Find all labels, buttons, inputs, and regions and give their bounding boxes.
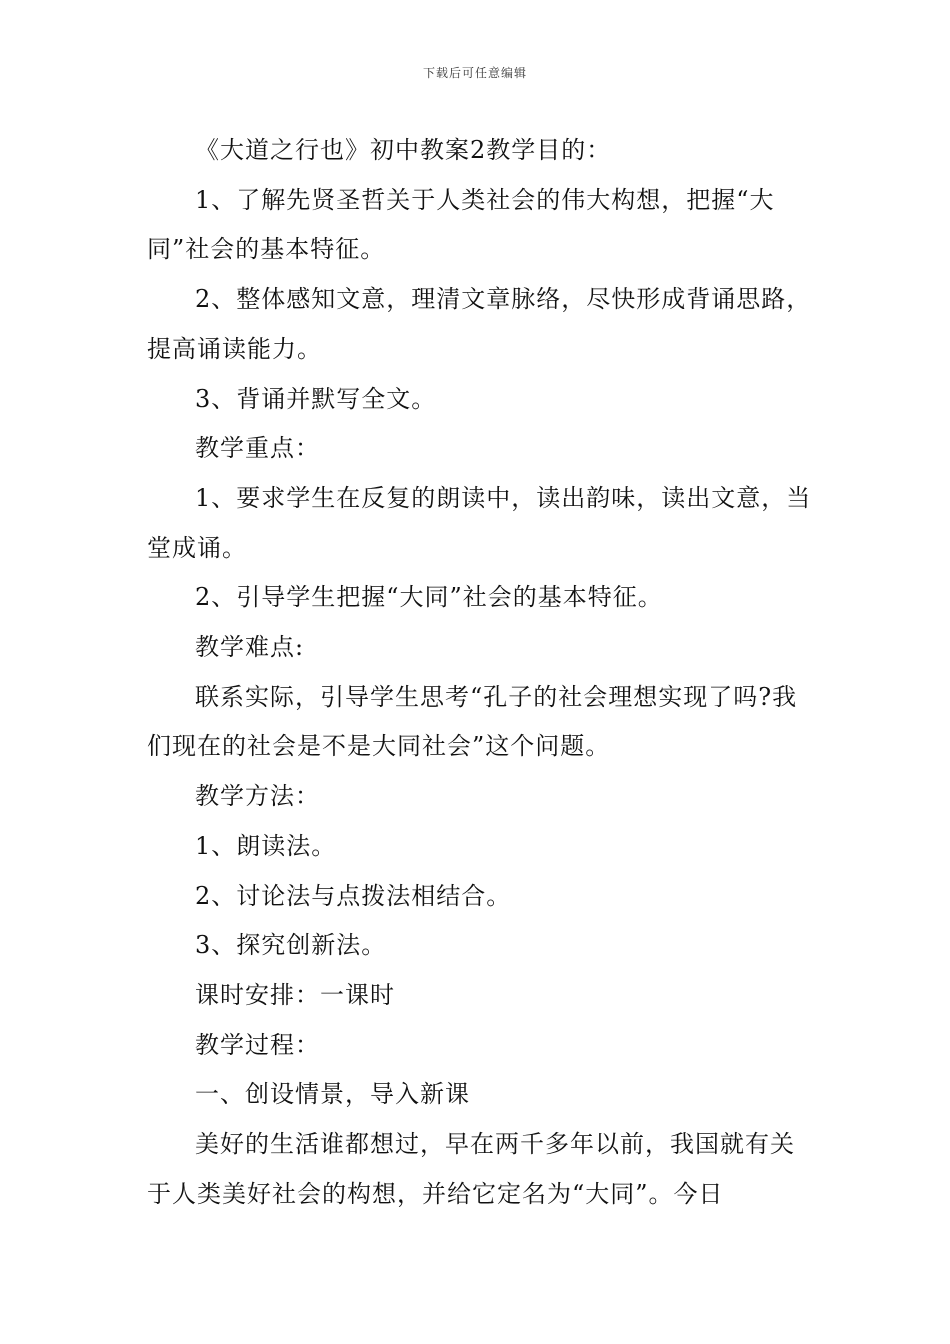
key-point-1: 1、要求学生在反复的朗读中，读出韵味，读出文意，当堂成诵。 (147, 483, 812, 562)
step-1-heading: 一、创设情景，导入新课 (195, 1080, 470, 1109)
method-3: 3、探究创新法。 (195, 931, 387, 960)
objective-3: 3、背诵并默写全文。 (195, 384, 437, 413)
page-header: 下载后可任意编辑 (422, 66, 527, 80)
method-1: 1、朗读法。 (195, 831, 337, 860)
document-title-line: 《大道之行也》初中教案2教学目的： (195, 136, 612, 164)
step-1-text: 美好的生活谁都想过，早在两千多年以前，我国就有关于人类美好社会的构想，并给它定名为“大同”。今日 (147, 1130, 795, 1208)
schedule-line: 课时安排：一课时 (195, 980, 395, 1009)
difficulty-heading: 教学难点: (195, 633, 305, 662)
key-point-2: 2、引导学生把握“大同”社会的基本特征。 (195, 583, 663, 612)
objective-2: 2、整体感知文意，理清文章脉络，尽快形成背诵思路，提高诵读能力。 (147, 285, 812, 363)
method-2: 2、讨论法与点拨法相结合。 (195, 881, 512, 910)
document-body (147, 126, 812, 1219)
methods-heading: 教学方法： (195, 782, 320, 811)
objective-1: 1、了解先贤圣哲关于人类社会的伟大构想，把握“大同”社会的基本特征。 (147, 185, 775, 264)
difficulty-text: 联系实际，引导学生思考“孔子的社会理想实现了吗?我们现在的社会是不是大同社会”这个问题。 (147, 682, 798, 761)
key-points-heading: 教学重点： (195, 434, 320, 463)
process-heading: 教学过程： (195, 1030, 320, 1059)
